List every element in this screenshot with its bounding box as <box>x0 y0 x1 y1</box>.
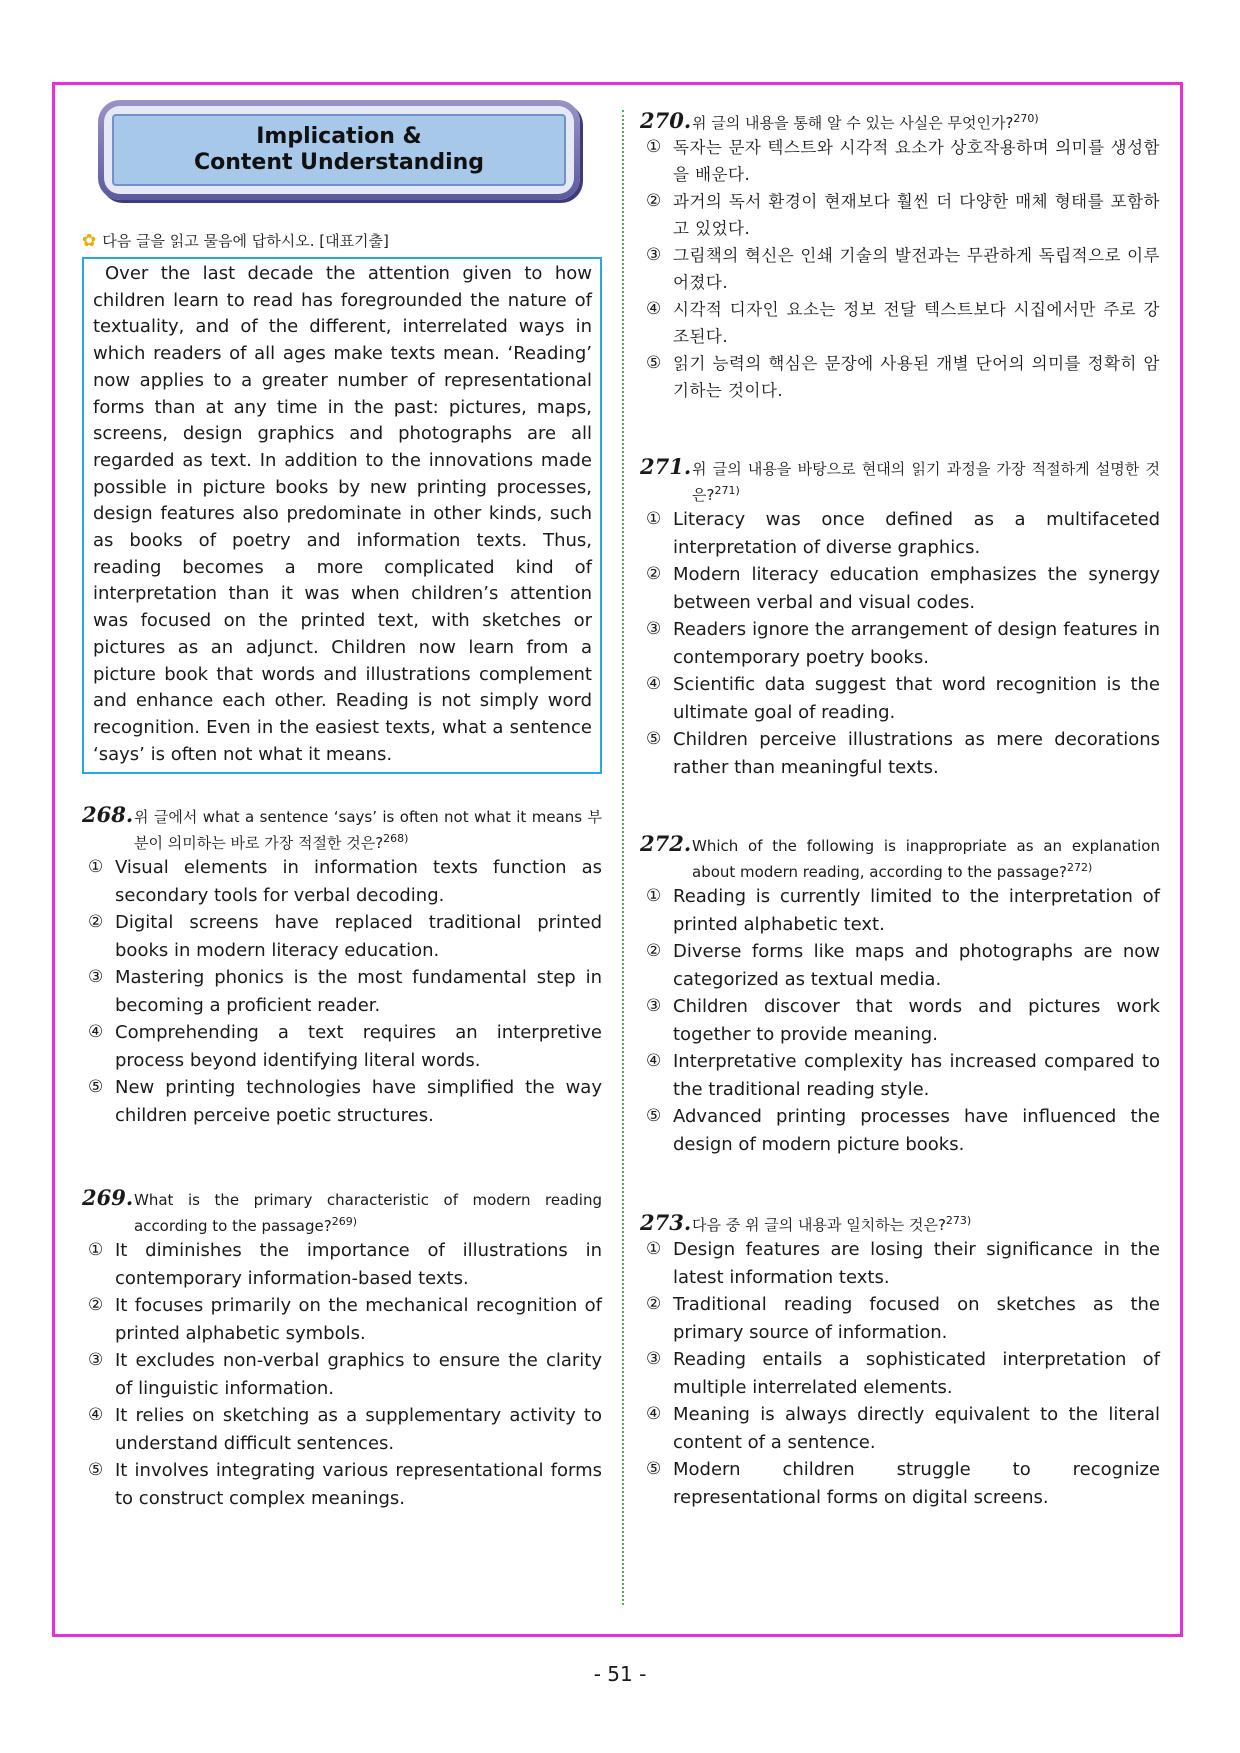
option-text: Reading entails a sophisticated interpretation of multiple interrelated elements. <box>673 1349 1160 1398</box>
right-column <box>640 108 1160 1511</box>
answer-option <box>82 854 602 909</box>
option-text: It relies on sketching as a supplementary activity to understand difficult sentences. <box>115 1405 602 1454</box>
question-269 <box>82 1187 602 1512</box>
option-number: ③ <box>646 619 662 639</box>
option-text: 그림책의 혁신은 인쇄 기술의 발전과는 무관하게 독립적으로 이루어졌다. <box>673 246 1160 292</box>
option-number: ⑤ <box>646 353 662 373</box>
option-number: ④ <box>646 674 662 694</box>
option-number: ③ <box>88 967 104 988</box>
question-number: 269. <box>82 1185 134 1211</box>
option-text: Traditional reading focused on sketches as the primary source of information. <box>673 1294 1160 1343</box>
question-268 <box>82 804 602 1129</box>
option-number: ② <box>646 1294 662 1314</box>
option-number: ⑤ <box>88 1460 104 1481</box>
option-number: ③ <box>646 245 662 265</box>
reading-passage: Over the last decade the attention given to how children learn to read has foregrounded the nature of textuality, and of the different, interrelated ways in which readers of all ages make texts mean. ‘Reading’ now applies to a greater number of representational forms than at any time in the past: pictures, maps, screens, design graphics and photographs are all regarded as text. In addition to the innovations made possible in picture books by new printing processes, design features also predominate in other kinds, such as books of poetry and information texts. Thus, reading becomes a more complicated kind of interpretation than it was when children’s attention was focused on the printed text, with sketches or pictures as an adjunct. Children now learn from a picture book that words and illustrations complement and enhance each other. Reading is not simply word recognition. Even in the easiest texts, what a sentence ‘says’ is often not what it means. <box>82 257 602 774</box>
question-header <box>82 804 602 854</box>
column-divider <box>622 110 624 1605</box>
option-text: It diminishes the importance of illustrations in contemporary information-based texts. <box>115 1240 602 1289</box>
answer-option <box>640 1401 1160 1456</box>
footnote-ref: 270) <box>1013 112 1039 125</box>
question-header <box>82 1187 602 1237</box>
option-number: ② <box>646 564 662 584</box>
answer-option <box>640 883 1160 938</box>
answer-option <box>640 1291 1160 1346</box>
footnote-ref: 269) <box>331 1215 358 1229</box>
answer-option <box>640 561 1160 616</box>
answer-option <box>82 1237 602 1292</box>
option-number: ④ <box>646 1051 662 1071</box>
answer-option <box>82 1457 602 1512</box>
question-271 <box>640 456 1160 781</box>
option-text: New printing technologies have simplified the way children perceive poetic structures. <box>115 1077 602 1126</box>
answer-option <box>640 671 1160 726</box>
option-text: Readers ignore the arrangement of design features in contemporary poetry books. <box>673 619 1160 668</box>
option-number: ⑤ <box>646 1459 662 1479</box>
answer-option <box>82 1019 602 1074</box>
option-text: Digital screens have replaced traditional printed books in modern literacy education. <box>115 912 602 961</box>
question-header <box>640 833 1160 883</box>
option-number: ① <box>646 137 662 157</box>
question-number: 270. <box>640 108 692 133</box>
question-number: 268. <box>82 802 134 828</box>
option-number: ① <box>88 857 104 878</box>
footnote-ref: 268) <box>383 832 409 846</box>
footnote-ref: 271) <box>714 484 740 497</box>
question-stem: 다음 중 위 글의 내용과 일치하는 것은?$^{273)}$ <box>692 1214 972 1234</box>
question-273 <box>640 1210 1160 1511</box>
option-text: Design features are losing their significance in the latest information texts. <box>673 1239 1160 1288</box>
answer-option <box>640 1048 1160 1103</box>
question-stem: Which of the following is inappropriate as an explanation about modern reading, according to the passage?$^{272)}$ <box>692 837 1160 881</box>
answer-option <box>82 1074 602 1129</box>
answer-option <box>640 938 1160 993</box>
option-text: Visual elements in information texts function as secondary tools for verbal decoding. <box>115 857 602 906</box>
option-text: Diverse forms like maps and photographs are now categorized as textual media. <box>673 941 1160 990</box>
answer-option <box>640 350 1160 404</box>
option-text: Modern children struggle to recognize representational forms on digital screens. <box>673 1459 1160 1508</box>
question-stem: 위 글에서 what a sentence ‘says’ is often not what it means 부분이 의미하는 바로 가장 적절한 것은?$^{268)}$ <box>134 808 602 853</box>
option-text: It involves integrating various representational forms to construct complex meanings. <box>115 1460 602 1509</box>
option-text: Literacy was once defined as a multifaceted interpretation of diverse graphics. <box>673 509 1160 558</box>
option-text: Mastering phonics is the most fundamental step in becoming a proficient reader. <box>115 967 602 1016</box>
answer-option <box>640 616 1160 671</box>
footnote-ref: 272) <box>1067 861 1093 874</box>
option-number: ③ <box>646 1349 662 1369</box>
answer-option <box>82 1402 602 1457</box>
page-number: - 51 - <box>593 1662 647 1686</box>
question-270 <box>640 108 1160 404</box>
option-text: It focuses primarily on the mechanical recognition of printed alphabetic symbols. <box>115 1295 602 1344</box>
option-text: Advanced printing processes have influenced the design of modern picture books. <box>673 1106 1160 1155</box>
option-text: Modern literacy education emphasizes the synergy between verbal and visual codes. <box>673 564 1160 613</box>
section-title: Implication & Content Understanding <box>193 124 485 175</box>
option-text: 독자는 문자 텍스트와 시각적 요소가 상호작용하며 의미를 생성함을 배운다. <box>673 138 1160 184</box>
answer-option <box>640 1103 1160 1158</box>
option-text: 시각적 디자인 요소는 정보 전달 텍스트보다 시집에서만 주로 강조된다. <box>673 300 1160 346</box>
option-number: ① <box>646 886 662 906</box>
footnote-ref: 273) <box>945 1214 972 1227</box>
instruction: ✿ 다음 글을 읽고 물음에 답하시오. [대표기출] <box>82 230 389 251</box>
option-text: 과거의 독서 환경이 현재보다 훨씬 더 다양한 매체 형태를 포함하고 있었다. <box>673 192 1160 238</box>
option-number: ① <box>88 1240 104 1261</box>
answer-option <box>640 1346 1160 1401</box>
answer-option <box>640 134 1160 188</box>
option-number: ② <box>646 941 662 961</box>
left-column <box>82 100 602 1512</box>
question-header <box>640 456 1160 506</box>
question-272 <box>640 833 1160 1158</box>
answer-option <box>640 726 1160 781</box>
option-text: Reading is currently limited to the interpretation of printed alphabetic text. <box>673 886 1160 935</box>
option-text: 읽기 능력의 핵심은 문장에 사용된 개별 단어의 의미를 정확히 암기하는 것이다. <box>673 354 1160 400</box>
option-number: ① <box>646 509 662 529</box>
option-number: ⑤ <box>646 1106 662 1126</box>
question-number: 271. <box>640 454 692 479</box>
option-text: Children discover that words and pictures work together to provide meaning. <box>673 996 1160 1045</box>
option-text: Scientific data suggest that word recognition is the ultimate goal of reading. <box>673 674 1160 723</box>
option-number: ③ <box>646 996 662 1016</box>
option-number: ④ <box>88 1405 104 1426</box>
section-badge <box>98 100 580 200</box>
answer-option <box>640 1456 1160 1511</box>
option-text: Interpretative complexity has increased compared to the traditional reading style. <box>673 1051 1160 1100</box>
question-stem: 위 글의 내용을 바탕으로 현대의 읽기 과정을 가장 적절하게 설명한 것은?$^{271)}$ <box>692 460 1160 504</box>
option-text: Children perceive illustrations as mere decorations rather than meaningful texts. <box>673 729 1160 778</box>
question-number: 273. <box>640 1210 692 1235</box>
answer-option <box>640 993 1160 1048</box>
option-number: ④ <box>646 299 662 319</box>
option-number: ④ <box>88 1022 104 1043</box>
answer-option <box>82 1347 602 1402</box>
option-number: ⑤ <box>646 729 662 749</box>
answer-option <box>82 964 602 1019</box>
answer-option <box>640 296 1160 350</box>
question-number: 272. <box>640 831 692 856</box>
option-text: Meaning is always directly equivalent to the literal content of a sentence. <box>673 1404 1160 1453</box>
option-number: ② <box>646 191 662 211</box>
question-header <box>640 108 1160 134</box>
option-number: ② <box>88 1295 104 1316</box>
option-text: Comprehending a text requires an interpretive process beyond identifying literal words. <box>115 1022 602 1071</box>
answer-option <box>82 909 602 964</box>
option-number: ⑤ <box>88 1077 104 1098</box>
question-header <box>640 1210 1160 1236</box>
option-number: ③ <box>88 1350 104 1371</box>
question-stem: What is the primary characteristic of modern reading according to the passage?$^{269)}$ <box>134 1191 602 1236</box>
answer-option <box>640 506 1160 561</box>
answer-option <box>640 242 1160 296</box>
option-number: ④ <box>646 1404 662 1424</box>
answer-option <box>640 188 1160 242</box>
option-number: ① <box>646 1239 662 1259</box>
option-text: It excludes non-verbal graphics to ensure the clarity of linguistic information. <box>115 1350 602 1399</box>
answer-option <box>640 1236 1160 1291</box>
question-stem: 위 글의 내용을 통해 알 수 있는 사실은 무엇인가?$^{270)}$ <box>692 112 1039 132</box>
answer-option <box>82 1292 602 1347</box>
option-number: ② <box>88 912 104 933</box>
flower-icon: ✿ <box>82 230 97 251</box>
